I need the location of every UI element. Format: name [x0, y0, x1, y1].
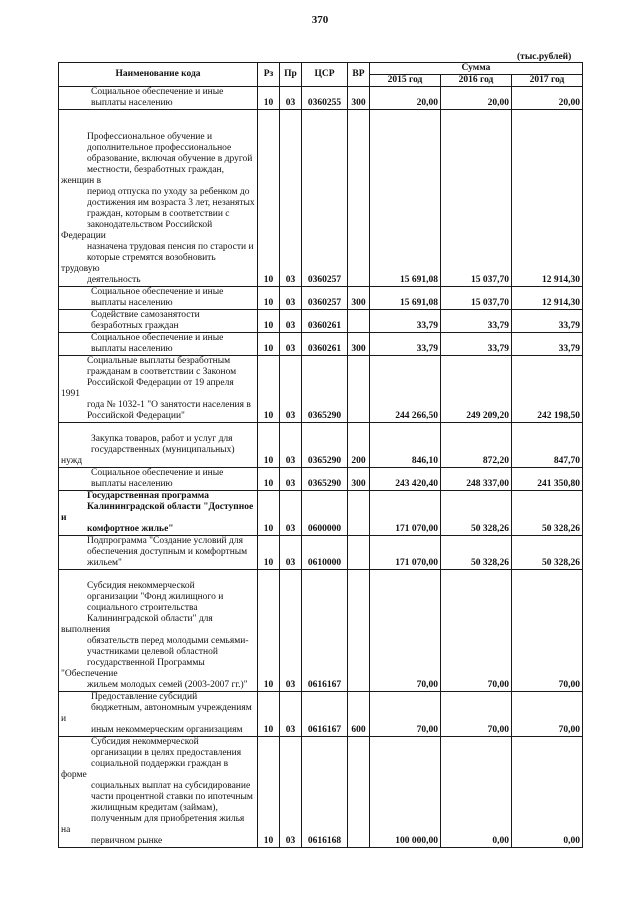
pr-cell: 03: [280, 491, 302, 536]
amount-2017: 50 328,26: [512, 536, 583, 570]
table-row: [59, 333, 583, 356]
amount-2017: 242 198,50: [512, 356, 583, 423]
vr-cell: [348, 737, 370, 848]
amount-2015: 33,79: [370, 333, 441, 356]
amount-2016: 33,79: [441, 333, 512, 356]
amount-2016: 50 328,26: [441, 536, 512, 570]
row-name-line: государственных (муниципальных) нужд: [61, 445, 235, 466]
vr-cell: [348, 110, 370, 287]
amount-2017: 847,70: [512, 423, 583, 468]
row-name-line: местности, безработных граждан, женщин в: [61, 165, 225, 186]
row-name-line: Социальные выплаты безработным: [87, 356, 231, 366]
row-name-line: которые стремятся возобновить трудовую: [61, 253, 216, 274]
row-name-line: Российской Федерации": [87, 411, 185, 421]
row-name-line: государственной Программы "Обеспечение: [61, 658, 205, 679]
row-name-line: организации "Фонд жилищного и: [87, 592, 224, 602]
row-name-line: бюджетным, автономным учреждениям и: [61, 703, 252, 724]
budget-table: [58, 62, 583, 848]
amount-2017: 70,00: [512, 570, 583, 692]
pr-cell: 03: [280, 333, 302, 356]
row-name: [59, 87, 258, 110]
amount-2015: 243 420,40: [370, 468, 441, 491]
vr-cell: [348, 536, 370, 570]
row-name-line: участниками целевой областной: [87, 647, 218, 657]
rz-cell: 10: [258, 536, 280, 570]
rz-cell: 10: [258, 287, 280, 310]
rz-cell: 10: [258, 737, 280, 848]
pr-cell: 03: [280, 310, 302, 333]
amount-2016: 20,00: [441, 87, 512, 110]
row-name-line: выплаты населению: [91, 479, 173, 489]
row-name-line: Социальное обеспечение и иные: [91, 333, 224, 343]
col-header-rz: Рз: [258, 63, 280, 87]
amount-2016: 70,00: [441, 692, 512, 737]
csr-cell: 0360255: [302, 87, 348, 110]
col-header-2017: 2017 год: [512, 75, 583, 87]
row-name-line: комфортное жилье": [87, 524, 174, 534]
row-name-line: полученным для приобретения жилья на: [61, 814, 245, 835]
pr-cell: 03: [280, 423, 302, 468]
amount-2015: 33,79: [370, 310, 441, 333]
row-name: [59, 310, 258, 333]
units-label: (тыс.рублей): [517, 52, 572, 62]
row-name: [59, 468, 258, 491]
rz-cell: 10: [258, 570, 280, 692]
row-name-line: социального строительства: [87, 603, 198, 613]
row-name: [59, 692, 258, 737]
row-name-line: граждан, которым в соответствии с: [87, 209, 230, 219]
csr-cell: 0610000: [302, 536, 348, 570]
table-row: [59, 692, 583, 737]
row-name-line: Калининградской области "Доступное и: [61, 502, 254, 523]
csr-cell: 0600000: [302, 491, 348, 536]
amount-2016: 50 328,26: [441, 491, 512, 536]
rz-cell: 10: [258, 87, 280, 110]
vr-cell: [348, 570, 370, 692]
row-name-line: Социальное обеспечение и иные: [91, 87, 224, 97]
row-name: [59, 356, 258, 423]
rz-cell: 10: [258, 356, 280, 423]
pr-cell: 03: [280, 536, 302, 570]
row-name-line: года № 1032-1 "О занятости населения в: [87, 400, 251, 410]
amount-2016: 33,79: [441, 310, 512, 333]
table-row: [59, 287, 583, 310]
row-name-line: Содействие самозанятости: [91, 310, 200, 320]
col-header-name: Наименование кода: [59, 63, 258, 87]
rz-cell: 10: [258, 491, 280, 536]
amount-2015: 171 070,00: [370, 491, 441, 536]
row-name-line: Закупка товаров, работ и услуг для: [91, 434, 233, 444]
row-name-line: иным некоммерческим организациям: [91, 725, 243, 735]
row-name-line: Субсидия некоммерческой: [87, 581, 195, 591]
row-name-line: жильем": [87, 558, 122, 568]
row-name-line: жильем молодых семей (2003-2007 гг.)": [87, 680, 248, 690]
row-name-line: Субсидия некоммерческой: [91, 737, 199, 747]
col-header-2015: 2015 год: [370, 75, 441, 87]
table-row: [59, 468, 583, 491]
amount-2017: 20,00: [512, 87, 583, 110]
row-name-line: социальных выплат на субсидирование: [91, 781, 251, 791]
rz-cell: 10: [258, 692, 280, 737]
csr-cell: 0365290: [302, 356, 348, 423]
amount-2017: 70,00: [512, 692, 583, 737]
table-row: [59, 491, 583, 536]
amount-2016: 15 037,70: [441, 110, 512, 287]
row-name-line: первичном рынке: [91, 836, 163, 846]
row-name-line: Подпрограмма "Создание условий для: [87, 536, 243, 546]
amount-2017: 12 914,30: [512, 110, 583, 287]
row-name: [59, 570, 258, 692]
vr-cell: [348, 491, 370, 536]
table-row: [59, 87, 583, 110]
amount-2016: 248 337,00: [441, 468, 512, 491]
rz-cell: 10: [258, 423, 280, 468]
amount-2016: 15 037,70: [441, 287, 512, 310]
amount-2017: 33,79: [512, 310, 583, 333]
table-row: [59, 356, 583, 423]
row-name-line: выплаты населению: [91, 298, 173, 308]
table-body: [59, 87, 583, 848]
row-name-line: части процентной ставки по ипотечным: [91, 792, 253, 802]
row-name: [59, 423, 258, 468]
vr-cell: 600: [348, 692, 370, 737]
vr-cell: [348, 310, 370, 333]
row-name-line: законодательством Российской Федерации: [61, 220, 213, 241]
pr-cell: 03: [280, 468, 302, 491]
csr-cell: 0360257: [302, 110, 348, 287]
row-name-line: деятельность: [87, 275, 141, 285]
table-row: [59, 737, 583, 848]
row-name: [59, 536, 258, 570]
col-header-2016: 2016 год: [441, 75, 512, 87]
amount-2015: 20,00: [370, 87, 441, 110]
amount-2016: 872,20: [441, 423, 512, 468]
amount-2016: 249 209,20: [441, 356, 512, 423]
csr-cell: 0360261: [302, 333, 348, 356]
col-header-sum: Сумма: [370, 63, 583, 75]
csr-cell: 0365290: [302, 468, 348, 491]
row-name-line: Социальное обеспечение и иные: [91, 468, 224, 478]
rz-cell: 10: [258, 110, 280, 287]
row-name: [59, 287, 258, 310]
row-name-line: организации в целях предоставления: [91, 748, 242, 758]
amount-2016: 0,00: [441, 737, 512, 848]
rz-cell: 10: [258, 468, 280, 491]
table-row: [59, 423, 583, 468]
vr-cell: 300: [348, 333, 370, 356]
row-name-line: Социальное обеспечение и иные: [91, 287, 224, 297]
row-name: [59, 737, 258, 848]
amount-2015: 15 691,08: [370, 287, 441, 310]
amount-2015: 15 691,08: [370, 110, 441, 287]
vr-cell: 200: [348, 423, 370, 468]
amount-2017: 0,00: [512, 737, 583, 848]
amount-2017: 241 350,80: [512, 468, 583, 491]
csr-cell: 0616167: [302, 570, 348, 692]
amount-2015: 244 266,50: [370, 356, 441, 423]
csr-cell: 0360257: [302, 287, 348, 310]
row-name-line: Калининградской области" для выполнения: [61, 614, 213, 635]
amount-2017: 50 328,26: [512, 491, 583, 536]
table-row: [59, 570, 583, 692]
row-name: [59, 491, 258, 536]
pr-cell: 03: [280, 356, 302, 423]
col-header-pr: Пр: [280, 63, 302, 87]
csr-cell: 0360261: [302, 310, 348, 333]
table-row: [59, 110, 583, 287]
pr-cell: 03: [280, 692, 302, 737]
row-name-line: обязательств перед молодыми семьями-: [87, 636, 249, 646]
vr-cell: 300: [348, 287, 370, 310]
row-name-line: выплаты населению: [91, 344, 173, 354]
vr-cell: 300: [348, 87, 370, 110]
row-name-line: социальной поддержки граждан в форме: [61, 759, 229, 780]
amount-2015: 171 070,00: [370, 536, 441, 570]
row-name-line: безработных граждан: [91, 321, 179, 331]
col-header-csr: ЦСР: [302, 63, 348, 87]
pr-cell: 03: [280, 110, 302, 287]
amount-2016: 70,00: [441, 570, 512, 692]
row-name-line: обеспечения доступным и комфортным: [87, 547, 248, 557]
row-name-line: Государственная программа: [87, 491, 209, 501]
col-header-vr: ВР: [348, 63, 370, 87]
amount-2015: 100 000,00: [370, 737, 441, 848]
page-number: 370: [311, 14, 329, 26]
row-name-line: дополнительное профессиональное: [87, 143, 232, 153]
table-row: [59, 310, 583, 333]
rz-cell: 10: [258, 310, 280, 333]
csr-cell: 0616167: [302, 692, 348, 737]
amount-2017: 33,79: [512, 333, 583, 356]
pr-cell: 03: [280, 287, 302, 310]
rz-cell: 10: [258, 333, 280, 356]
row-name: [59, 333, 258, 356]
row-name-line: Профессиональное обучение и: [87, 132, 213, 142]
row-name-line: назначена трудовая пенсия по старости и: [87, 242, 254, 252]
row-name-line: период отпуска по уходу за ребенком до: [87, 187, 250, 197]
amount-2015: 70,00: [370, 692, 441, 737]
csr-cell: 0616168: [302, 737, 348, 848]
pr-cell: 03: [280, 570, 302, 692]
amount-2015: 70,00: [370, 570, 441, 692]
csr-cell: 0365290: [302, 423, 348, 468]
row-name-line: выплаты населению: [91, 98, 173, 108]
row-name: [59, 110, 258, 287]
table-row: [59, 536, 583, 570]
row-name-line: Предоставление субсидий: [91, 692, 198, 702]
pr-cell: 03: [280, 737, 302, 848]
pr-cell: 03: [280, 87, 302, 110]
row-name-line: достижения им возраста 3 лет, незанятых: [87, 198, 255, 208]
row-name-line: жилищным кредитам (займам),: [91, 803, 218, 813]
vr-cell: [348, 356, 370, 423]
amount-2015: 846,10: [370, 423, 441, 468]
amount-2017: 12 914,30: [512, 287, 583, 310]
row-name-line: образование, включая обучение в другой: [87, 154, 253, 164]
row-name-line: гражданам в соответствии с Законом: [87, 367, 237, 377]
vr-cell: 300: [348, 468, 370, 491]
row-name-line: Российской Федерации от 19 апреля 1991: [61, 378, 234, 399]
